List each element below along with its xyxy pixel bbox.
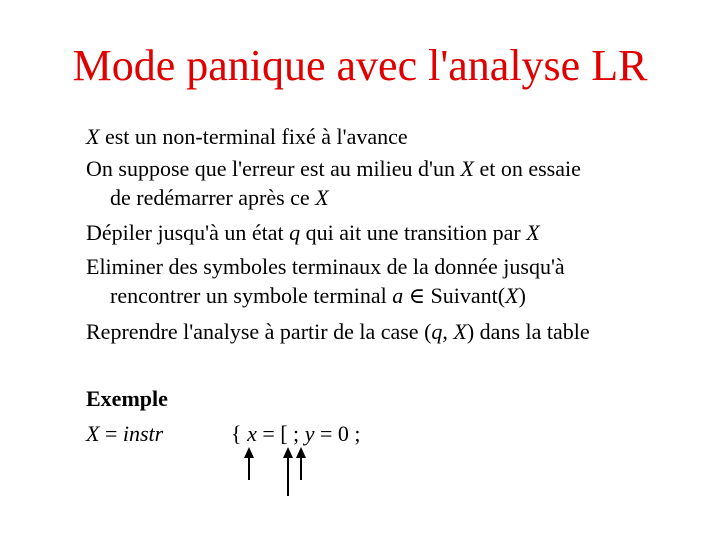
text: Eliminer des symboles terminaux de la donnée jusqu'à <box>86 254 565 279</box>
text: Dépiler jusqu'à un état <box>86 220 290 245</box>
var-y: y <box>304 421 315 446</box>
text: qui ait une transition par <box>300 220 527 245</box>
var-x: X <box>86 124 100 149</box>
var-x: X <box>86 421 100 446</box>
arrow-up-icon <box>244 447 254 480</box>
arrow-up-icon <box>283 447 293 496</box>
slide-title: Mode panique avec l'analyse LR <box>72 41 648 90</box>
text: = <box>99 421 123 446</box>
text: = [ ; <box>256 421 305 446</box>
text: ) <box>518 283 526 308</box>
var-x: X <box>505 283 519 308</box>
var-q: q <box>431 319 443 344</box>
text: est un non-terminal fixé à l'avance <box>99 124 408 149</box>
var-q: q <box>289 220 301 245</box>
text: Suivant( <box>430 283 506 308</box>
text: Reprendre l'analyse à partir de la case ( <box>86 319 432 344</box>
element-of-symbol: ∈ <box>403 283 431 308</box>
var-a: a <box>392 283 404 308</box>
var-x: X <box>453 319 467 344</box>
example-heading: Exemple <box>86 386 168 411</box>
var-x: X <box>526 220 540 245</box>
arrow-up-icon <box>296 447 306 480</box>
var-x: X <box>460 156 474 181</box>
text: , <box>442 319 454 344</box>
var-instr: instr <box>122 421 164 446</box>
text: de redémarrer après ce <box>110 185 316 210</box>
text: ) dans la table <box>466 319 590 344</box>
text: rencontrer un symbole terminal <box>110 283 393 308</box>
text: { <box>231 421 248 446</box>
var-x: x <box>247 421 257 446</box>
text: On suppose que l'erreur est au milieu d'un <box>86 156 461 181</box>
text: et on essaie <box>473 156 581 181</box>
var-x: X <box>315 185 329 210</box>
text: = 0 ; <box>314 421 361 446</box>
